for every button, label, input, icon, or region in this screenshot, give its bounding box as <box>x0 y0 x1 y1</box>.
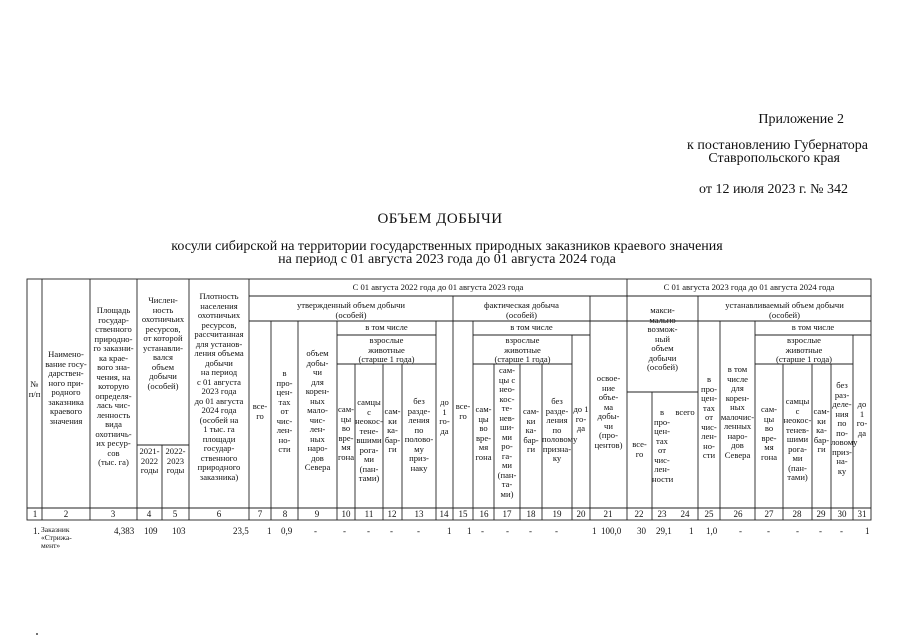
colnum-6: 6 <box>216 509 222 519</box>
hdr-f-young: до 1 го- да <box>573 404 589 433</box>
colnum-27: 27 <box>764 509 774 519</box>
colnum-4: 4 <box>146 509 152 519</box>
colnum-19: 19 <box>552 509 562 519</box>
hdr-2022-2023: 2022- 2023 годы <box>165 446 186 475</box>
hdr-adult-approved: взрослые животные (старше 1 года) <box>358 335 415 364</box>
row-a-nosex: - <box>417 526 420 536</box>
row-f-males-antlers: - <box>506 526 509 536</box>
row-a-pct: 0,9 <box>281 526 293 536</box>
hdr-adult-set: взрослые животные (старше 1 года) <box>775 335 833 364</box>
hdr-period-2022-2023: С 01 августа 2022 года до 01 августа 2023 года <box>352 282 524 292</box>
colnum-14: 14 <box>439 509 449 519</box>
hdr-f-nosex: без разде- ления по половому призна- ку <box>542 396 578 463</box>
row-s-pct: 1,0 <box>706 526 718 536</box>
row-no: 1. <box>33 526 40 536</box>
row-count-2021-2022: 109 <box>144 526 158 536</box>
colnum-24: 24 <box>680 509 690 519</box>
hdr-name: Наимено- вание госу- дарствен- ного при- родного заказника краевого значения <box>45 349 87 426</box>
row-s-young: 1 <box>865 526 870 536</box>
colnum-29: 29 <box>816 509 826 519</box>
hdr-f-males: сам- цы во вре- мя гона <box>475 404 492 462</box>
colnum-22: 22 <box>634 509 644 519</box>
hdr-a-pct: в про- цен- тах от чис- лен- но- сти <box>276 368 293 454</box>
hdr-a-young: до 1 го- да <box>439 397 450 436</box>
doc-title: ОБЪЕМ ДОБЫЧИ <box>377 211 503 227</box>
colnum-2: 2 <box>63 509 69 519</box>
colnum-1: 1 <box>32 509 38 519</box>
hdr-incl-actual: в том числе <box>510 322 553 332</box>
colnum-11: 11 <box>364 509 374 519</box>
colnum-13: 13 <box>414 509 424 519</box>
hdr-f-females: сам- ки ка- бар- ги <box>522 406 540 454</box>
colnum-23: 23 <box>657 509 667 519</box>
colnum-9: 9 <box>314 509 320 519</box>
hdr-incl-set: в том числе <box>791 322 835 332</box>
row-f-young: 1 <box>592 526 597 536</box>
colnum-18: 18 <box>526 509 536 519</box>
row-max: 30 <box>637 526 646 536</box>
hdr-s-young: до 1 го- да <box>856 399 868 438</box>
hdr-approved: утвержденный объем добычи (особей) <box>296 300 406 320</box>
colnum-30: 30 <box>837 509 847 519</box>
hdr-period-2023-2024: С 01 августа 2023 года до 01 августа 2024 года <box>663 282 835 292</box>
colnum-7: 7 <box>257 509 263 519</box>
hdr-a-males-antlers: самцы с неокос- тене- вшими рога- ми (пан- тами) <box>355 397 383 483</box>
annex-decree: к постановлению Губернатора <box>687 138 868 153</box>
colnum-3: 3 <box>110 509 116 519</box>
colnum-8: 8 <box>282 509 288 519</box>
doc-subtitle-line1: косули сибирской на территории государственных природных заказников краевого значения <box>171 239 723 254</box>
row-s-females: - <box>819 526 822 536</box>
hdr-a-males: сам- цы во вре- мя гона <box>337 404 355 462</box>
row-a-total: 1 <box>267 526 272 536</box>
hdr-2021-2022: 2021- 2022 годы <box>139 446 160 475</box>
hdr-max-total: все- го <box>632 439 647 459</box>
hdr-f-males-antlers: сам- цы с нео- кос- те- нев- ши- ми ро- га- ми (пан- та- ми) <box>497 365 517 499</box>
row-development: 100,0 <box>601 526 622 536</box>
row-a-females: - <box>390 526 393 536</box>
colnum-26: 26 <box>733 509 743 519</box>
row-density: 23,5 <box>233 526 249 536</box>
hdr-s-males: сам- цы во вре- мя гона <box>760 404 778 462</box>
hdr-max-pct: в про- цен- тах от чис- лен- ности <box>652 407 674 484</box>
row-max-pct: 29,1 <box>656 526 672 536</box>
row-s-total: 1 <box>689 526 694 536</box>
hdr-a-nosex: без разде- ления по полово- му приз- наку <box>404 396 434 473</box>
colnum-17: 17 <box>502 509 512 519</box>
row-s-indigenous: - <box>739 526 742 536</box>
hdr-area: Площадь государ- ственного природно- го заказни- ка крае- вого зна- чения, на которую определя- лась чис- ленность вида охотничь- их ресур- сов (тыс. га) <box>93 305 134 467</box>
hdr-a-indigenous: объем добы- чи для корен- ных мало- чис- лен- ных наро- дов Севера <box>304 348 331 472</box>
row-s-males-antlers: - <box>796 526 799 536</box>
colnum-16: 16 <box>479 509 489 519</box>
row-f-females: - <box>529 526 532 536</box>
hdr-adult-actual: взрослые животные (старше 1 года) <box>494 335 551 364</box>
hdr-density: Плотность населения охотничьих ресурсов, рассчитанная для установ- ления объема добычи на период с 01 августа 2023 года до 01 августа 2024 года (особей на 1 тыс. га площади государ- ственного природного заказника) <box>194 291 244 482</box>
hdr-s-males-antlers: самцы с неокос- тенев- шими рога- ми (пан- тами) <box>783 396 812 482</box>
row-f-nosex: - <box>555 526 558 536</box>
annex-title: Приложение 2 <box>758 112 844 127</box>
row-a-males: - <box>343 526 346 536</box>
colnum-31: 31 <box>857 509 867 519</box>
colnum-15: 15 <box>458 509 468 519</box>
hdr-s-females: сам- ки ка- бар- ги <box>813 406 830 454</box>
hdr-a-females: сам- ки ка- бар- ги <box>384 406 401 454</box>
colnum-28: 28 <box>792 509 802 519</box>
annex-date: от 12 июля 2023 г. № 342 <box>699 182 848 197</box>
row-f-total: 1 <box>467 526 472 536</box>
hdr-count: Числен- ность охотничьих ресурсов, от которой устанавли- вался объем добычи (особей) <box>141 295 185 391</box>
row-a-young: 1 <box>447 526 452 536</box>
hdr-f-total: все- го <box>455 401 471 421</box>
hdr-no: № п/п <box>28 379 41 399</box>
colnum-10: 10 <box>341 509 351 519</box>
hdr-s-total: всего <box>675 407 695 417</box>
row-name: Заказник «Стрижа- мент» <box>41 525 72 550</box>
colnum-20: 20 <box>576 509 586 519</box>
colnum-21: 21 <box>603 509 613 519</box>
hdr-development: освое- ние объе- ма добы- чи (про- центов) <box>594 373 623 450</box>
row-a-males-antlers: - <box>367 526 370 536</box>
hdr-a-total: все- го <box>252 401 268 421</box>
hdr-incl-approved: в том числе <box>365 322 408 332</box>
row-count-2022-2023: 103 <box>172 526 186 536</box>
scan-speck <box>36 633 38 635</box>
hdr-s-nosex: без раз- деле- ния по по- ловому приз- на- ку <box>831 380 858 476</box>
colnum-12: 12 <box>387 509 397 519</box>
hdr-set: устанавливаемый объем добычи (особей) <box>725 300 844 320</box>
hdr-actual: фактическая добыча (особей) <box>484 300 559 320</box>
row-s-males: - <box>767 526 770 536</box>
colnum-25: 25 <box>704 509 714 519</box>
doc-subtitle-line2: на период с 01 августа 2023 года до 01 августа 2024 года <box>278 252 616 267</box>
annex-region: Ставропольского края <box>708 151 840 166</box>
row-area: 4,383 <box>114 526 135 536</box>
row-a-indigenous: - <box>314 526 317 536</box>
row-s-nosex: - <box>840 526 843 536</box>
hdr-s-indigenous: в том числе для корен- ных малочис- ленных наро- дов Севера <box>720 364 755 460</box>
colnum-5: 5 <box>172 509 178 519</box>
row-f-males: - <box>481 526 484 536</box>
hdr-s-pct: в про- цен- тах от чис- лен- но- сти <box>700 374 718 460</box>
hdr-max: макси- мально возмож- ный объем добычи (особей) <box>646 305 679 372</box>
